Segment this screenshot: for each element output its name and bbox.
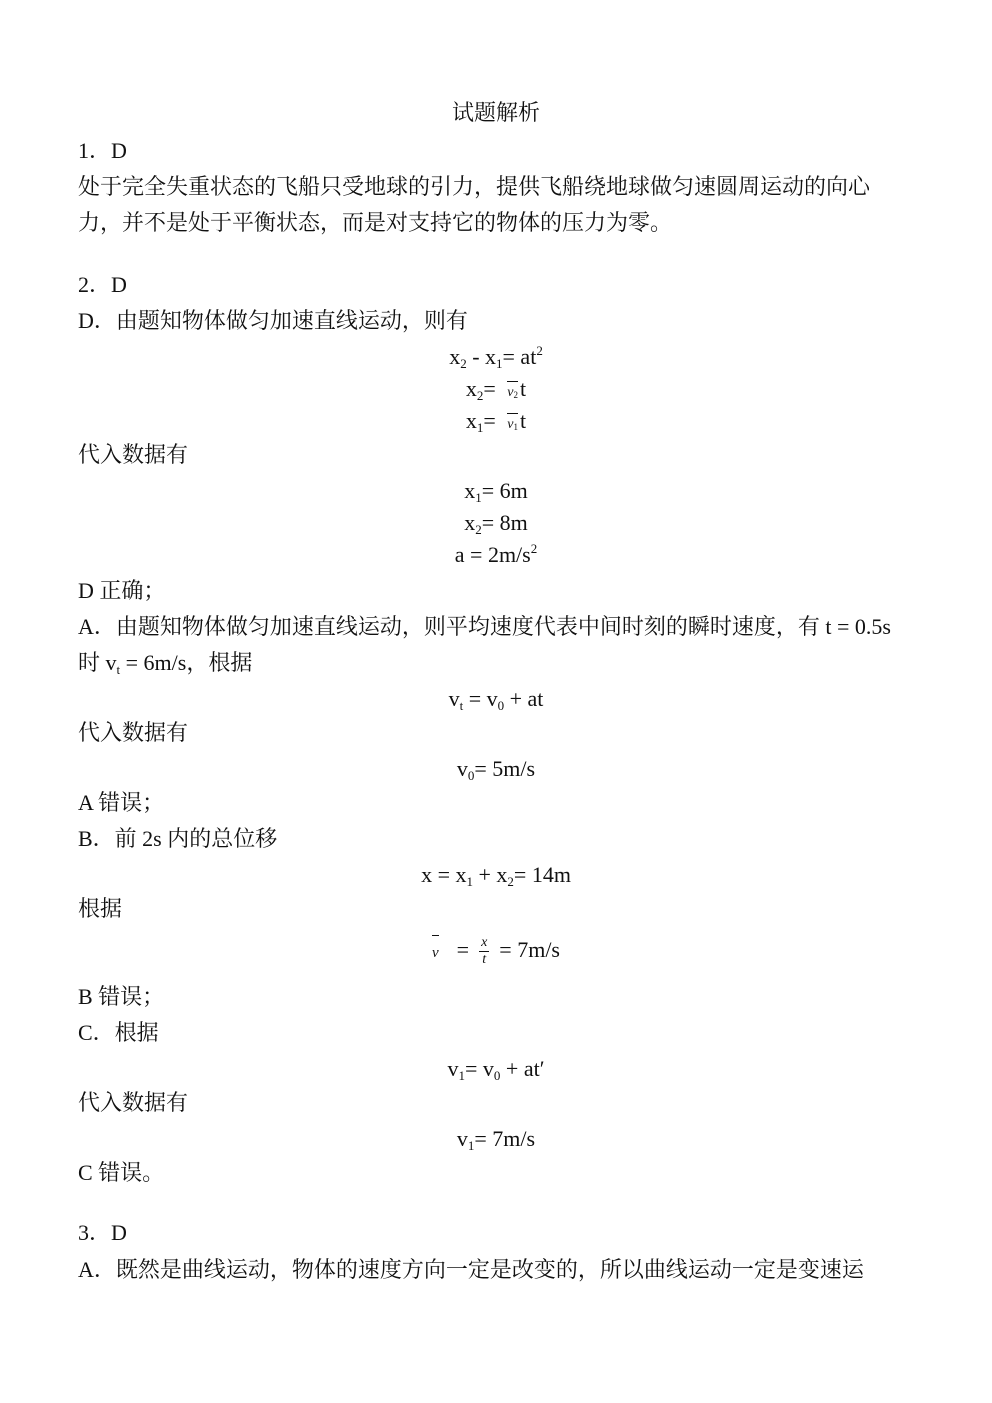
fraction-x-over-t: $\frac{x}{t}$ (481, 935, 488, 968)
q3-answer: 3．D (78, 1220, 127, 1245)
q2-d-correct: D 正确； (78, 578, 166, 603)
q2-d-intro: D．由题知物体做匀加速直线运动，则有 (78, 308, 468, 333)
q2-c-result: $v_1= 7m/s$ (456, 1126, 536, 1153)
q2-equation-1: $x_2 - x_1= at^2$ (449, 343, 543, 371)
q2-answer: 2．D (78, 272, 127, 297)
q3-a-line1: A．既然是曲线运动，物体的速度方向一定是改变的，所以曲线运动一定是变速运 (78, 1257, 864, 1282)
q2-b-wrong: B 错误； (78, 984, 165, 1009)
q2-b-according: 根据 (78, 896, 123, 921)
q2-a-line2: 时 $v_t = 6m/s$，根据 (78, 650, 253, 677)
q1-answer: 1．D (78, 138, 127, 163)
q1-explanation-line1: 处于完全失重状态的飞船只受地球的引力，提供飞船绕地球做匀速圆周运动的向心 (78, 174, 871, 199)
q2-a-line1: A．由题知物体做匀加速直线运动，则平均速度代表中间时刻的瞬时速度，有 t = 0.5s (78, 614, 891, 639)
q2-b-equation: $x = x_1 + x_2= 14m$ (421, 862, 571, 889)
q2-b-average-velocity: v = $\frac{x}{t}$ = 7m/s (0, 930, 992, 973)
mean-velocity-symbol: v2 (507, 378, 518, 410)
page-title: 试题解析 (451, 100, 540, 125)
q2-result-x2: $x_2= 8m$ (464, 510, 528, 537)
q2-substitute-label-3: 代入数据有 (78, 1090, 189, 1115)
q2-substitute-label-1: 代入数据有 (78, 442, 189, 467)
q2-a-result: $v_0= 5m/s$ (456, 756, 536, 783)
q2-c-wrong: C 错误。 (78, 1160, 165, 1185)
mean-velocity-symbol: v (432, 933, 439, 973)
q1-explanation-line2: 力，并不是处于平衡状态，而是对支持它的物体的压力为零。 (78, 210, 673, 235)
q2-c-intro: C．根据 (78, 1020, 159, 1045)
q2-result-a: $a = 2m/s^2$ (454, 541, 538, 567)
q2-a-equation: $v_t = v_0$ + at (448, 686, 544, 713)
q2-equation-3: $x_1= v1t$ (0, 406, 992, 442)
q2-substitute-label-2: 代入数据有 (78, 720, 189, 745)
q2-c-equation: $v_1= v_0 + at'$ (447, 1056, 545, 1083)
q2-equation-2: $x_2= v2t$ (0, 374, 992, 410)
mean-velocity-symbol: v1 (507, 410, 518, 442)
q2-a-wrong: A 错误； (78, 790, 165, 815)
q2-result-x1: $x_1= 6m$ (464, 478, 528, 505)
q2-b-intro: B．前 2s 内的总位移 (78, 826, 278, 851)
